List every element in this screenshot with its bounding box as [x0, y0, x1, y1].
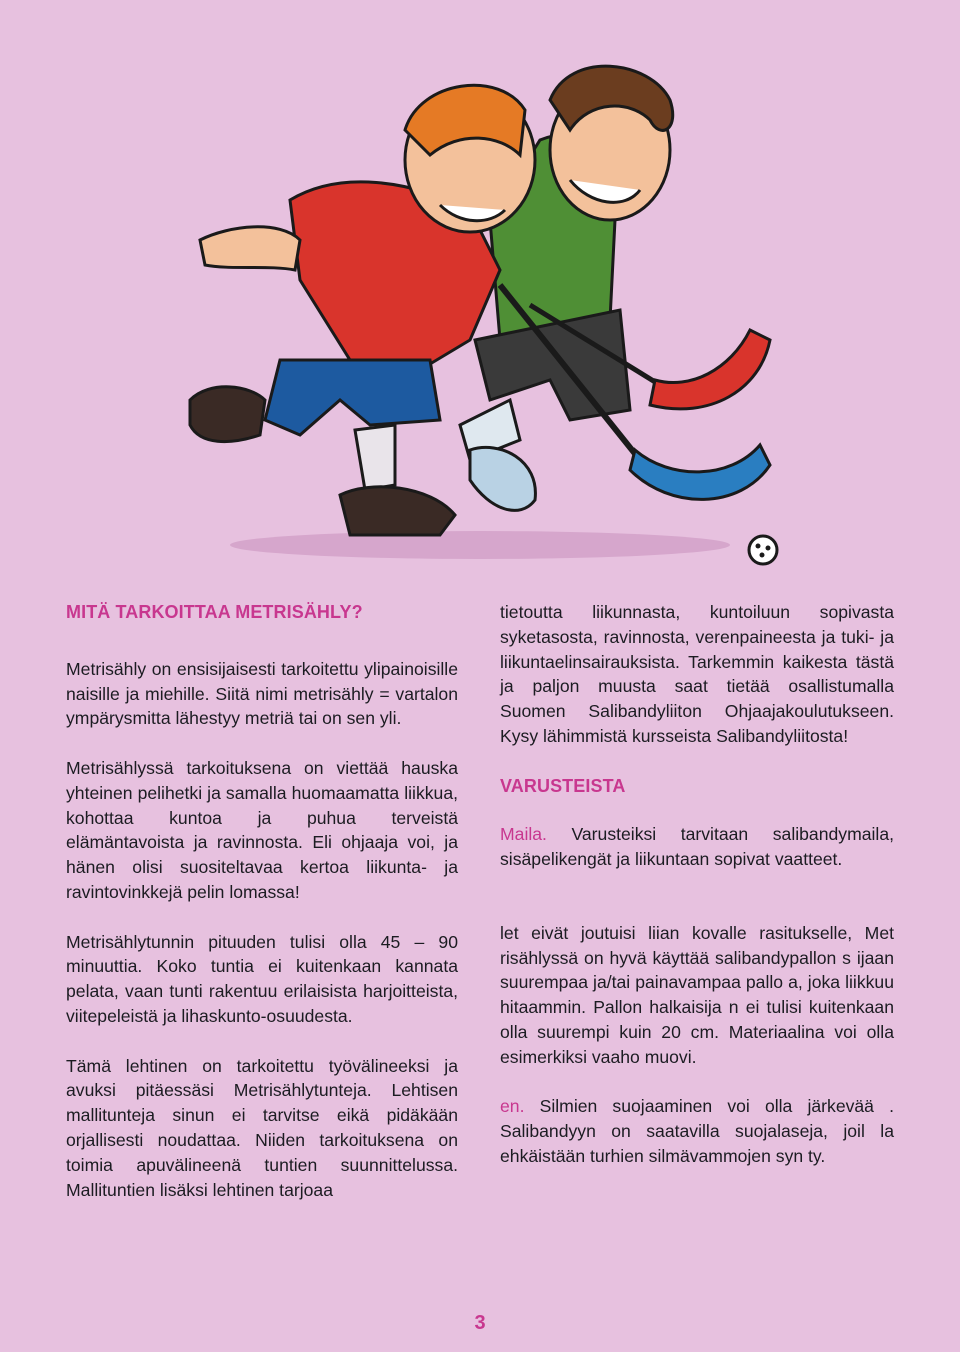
- floorball-ball-icon: [749, 536, 777, 564]
- maila-paragraph: [500, 822, 894, 872]
- maila-text: Varusteiksi tarvitaan salibandymaila, sisäpelikengät ja liikuntaan sopivat vaatteet.: [500, 824, 895, 870]
- paragraph: Metrisähly on ensisijaisesti tarkoitettu ylipainoisille naisille ja miehille. Siitä nimi metrisähly = vartalon ympärysmitta lähestyy metriä tai on sen yli.: [66, 658, 458, 729]
- section-heading: MITÄ TARKOITTAA METRISÄHLY?: [66, 602, 363, 622]
- right-column: [500, 600, 894, 1194]
- equipment-heading: VARUSTEISTA: [500, 775, 626, 796]
- paragraph: Metrisählytunnin pituuden tulisi olla 45 – 90 minuuttia. Koko tuntia ei kuitenkaan kannata pelata, vaan tunti rakentuu erilaisista harjoitteista, viitepeleistä ja lihaskunto-osuudesta.: [66, 931, 458, 1026]
- pallo-paragraph: let eivät joutuisi liian kovalle rasitukselle, Met risählyssä on hyvä käyttää salibandypallon s ijaan suurempaa ja/tai painavampaa pallo a, joka liikkuu hitaammin. Pallon halkaisija n ei tulisi kuitenkaan olla suurempi kuin 20 cm. Materiaalina voi olla esimerkiksi vaaho muovi.: [500, 922, 894, 1067]
- suojat-text: Silmien suojaaminen voi olla järkevää . Salibandyyn on saatavilla suojalaseja, joil la ehkäistään turhien silmävammojen syn ty.: [500, 1096, 894, 1166]
- maila-label: Maila.: [500, 824, 547, 845]
- suojat-label: en.: [500, 1096, 525, 1117]
- page-number: 3: [474, 1312, 486, 1334]
- floorball-players-illustration: [170, 40, 790, 580]
- paragraph: Metrisählyssä tarkoituksena on viettää hauska yhteinen pelihetki ja samalla huomaamatta liikkua, kohottaa kuntoa ja puhua terveistä elämäntavoista ja ravinnosta. Eli ohjaaja voi, ja hänen olisi suositeltavaa kertoa liikunta- ja ravintovinkkejä pelin lomassa!: [66, 757, 458, 902]
- left-column: [66, 600, 458, 1227]
- paragraph: tietoutta liikunnasta, kuntoiluun sopivasta syketasosta, ravinnosta, verenpaineesta ja tuki- ja liikuntaelinsairauksista. Tarkemmin kaikesta tästä ja paljon muusta saat tietää osallistumalla Suomen Salibandyliiton Ohjaajakoulutukseen. Kysy lähimmistä kursseista Salibandyliitosta!: [500, 602, 894, 746]
- suojat-paragraph: [500, 1094, 894, 1168]
- paragraph: Tämä lehtinen on tarkoitettu työvälineeksi ja avuksi pitäessäsi Metrisählytunteja. Lehtisen mallitunteja sinun ei tarvitse eikä pidäkään orjallisesti noudattaa. Niiden tarkoituksena on toimia apuvälineenä tuntien suunnittelussa. Mallituntien lisäksi lehtinen tarjoaa: [66, 1055, 458, 1200]
